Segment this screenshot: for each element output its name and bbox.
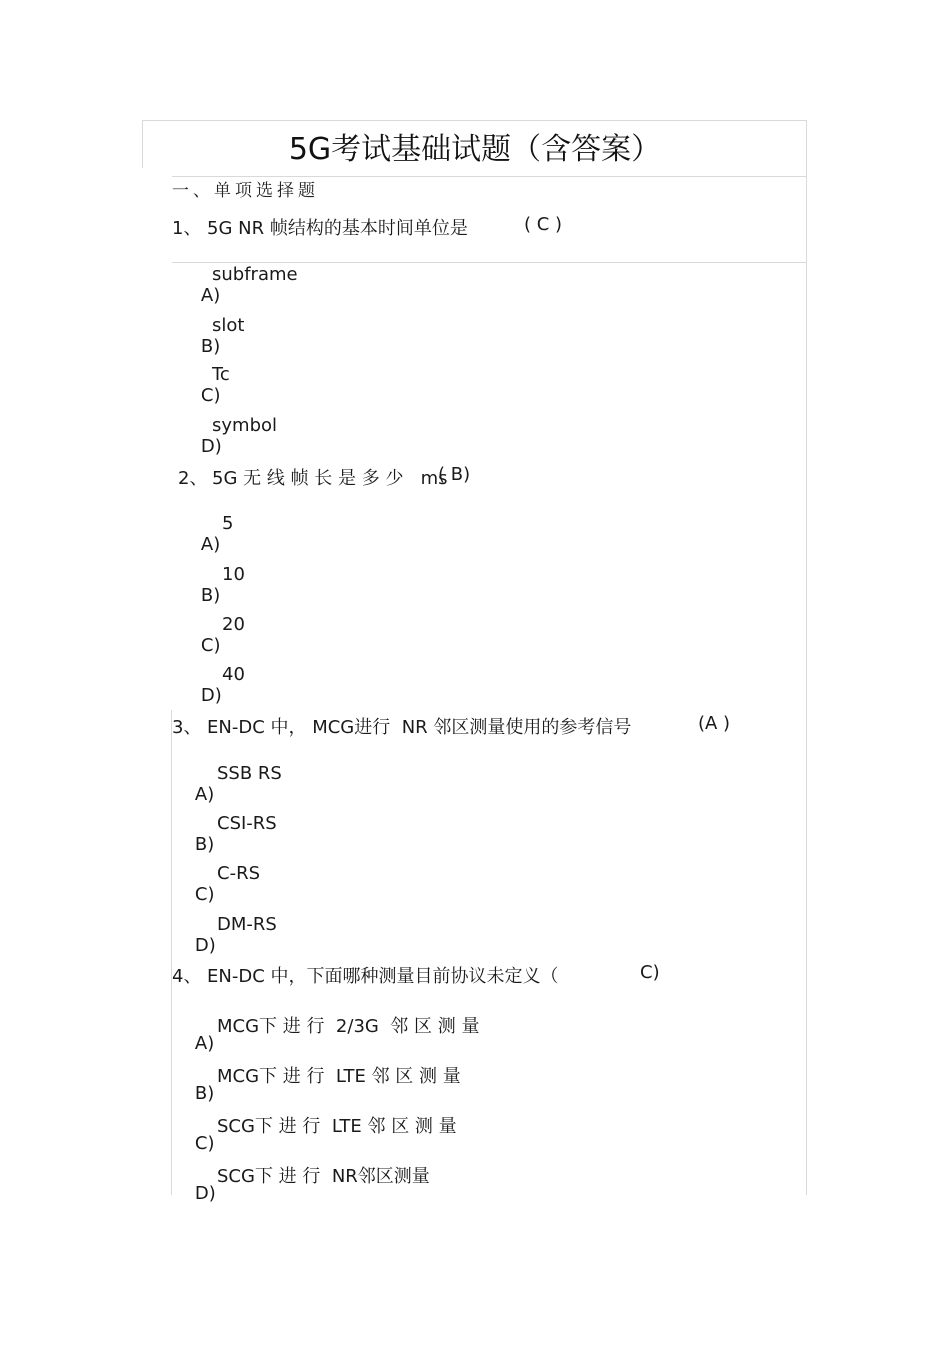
option-text: 20 bbox=[222, 614, 245, 635]
option-letter: C) bbox=[194, 884, 215, 905]
option-text: SCG下 进 行 LTE 邻 区 测 量 bbox=[217, 1116, 457, 1137]
page-title: 5G考试基础试题（含答案） bbox=[288, 132, 662, 167]
option-text: slot bbox=[212, 315, 245, 336]
question-number: 3、 bbox=[172, 717, 202, 738]
option-letter: D) bbox=[194, 935, 216, 956]
option-letter: A) bbox=[200, 534, 221, 555]
option-letter: D) bbox=[200, 436, 222, 457]
option-letter: D) bbox=[200, 685, 222, 706]
option-letter: C) bbox=[200, 385, 221, 406]
option-text: 10 bbox=[222, 564, 245, 585]
option-text: symbol bbox=[212, 415, 278, 436]
question-answer: ( B) bbox=[438, 464, 471, 485]
question-answer: (A ) bbox=[698, 713, 731, 734]
option-letter: B) bbox=[194, 834, 215, 855]
question-answer: C) bbox=[640, 962, 660, 983]
question-text: 5G NR 帧结构的基本时间单位是 bbox=[207, 218, 468, 239]
option-d bbox=[172, 1162, 430, 1246]
question-number: 4、 bbox=[172, 966, 202, 987]
option-letter: B) bbox=[194, 1083, 215, 1104]
frame-options-line bbox=[172, 262, 806, 263]
option-letter: C) bbox=[194, 1133, 215, 1154]
option-text: Tc bbox=[212, 364, 230, 385]
option-text: DM-RS bbox=[217, 914, 277, 935]
section-heading: 一、单项选择题 bbox=[172, 181, 319, 201]
option-text: subframe bbox=[212, 264, 298, 285]
option-letter: A) bbox=[194, 784, 215, 805]
option-letter: A) bbox=[194, 1033, 215, 1054]
option-text: 40 bbox=[222, 664, 245, 685]
frame-top-line bbox=[142, 120, 807, 121]
option-text: SSB RS bbox=[217, 763, 282, 784]
frame-right-line bbox=[806, 120, 807, 1195]
option-text: MCG下 进 行 LTE 邻 区 测 量 bbox=[217, 1066, 461, 1087]
question-text: EN-DC 中，下面哪种测量目前协议未定义（ bbox=[207, 966, 559, 987]
option-letter: B) bbox=[200, 585, 221, 606]
question-number: 2、 bbox=[178, 468, 208, 489]
option-text: CSI-RS bbox=[217, 813, 277, 834]
option-letter: D) bbox=[194, 1183, 216, 1204]
question-answer: ( C ) bbox=[524, 214, 563, 235]
option-text: MCG下 进 行 2/3G 邻 区 测 量 bbox=[217, 1016, 480, 1037]
option-text: C-RS bbox=[217, 863, 260, 884]
question-text: EN-DC 中， MCG进行 NR 邻区测量使用的参考信号 bbox=[207, 717, 632, 738]
option-letter: C) bbox=[200, 635, 221, 656]
question-text: 5G 无 线 帧 长 是 多 少 ms bbox=[212, 468, 448, 489]
option-letter: A) bbox=[200, 285, 221, 306]
option-letter: B) bbox=[200, 336, 221, 357]
option-text: SCG下 进 行 NR邻区测量 bbox=[217, 1166, 430, 1187]
option-text: 5 bbox=[222, 513, 234, 534]
question-number: 1、 bbox=[172, 218, 202, 239]
